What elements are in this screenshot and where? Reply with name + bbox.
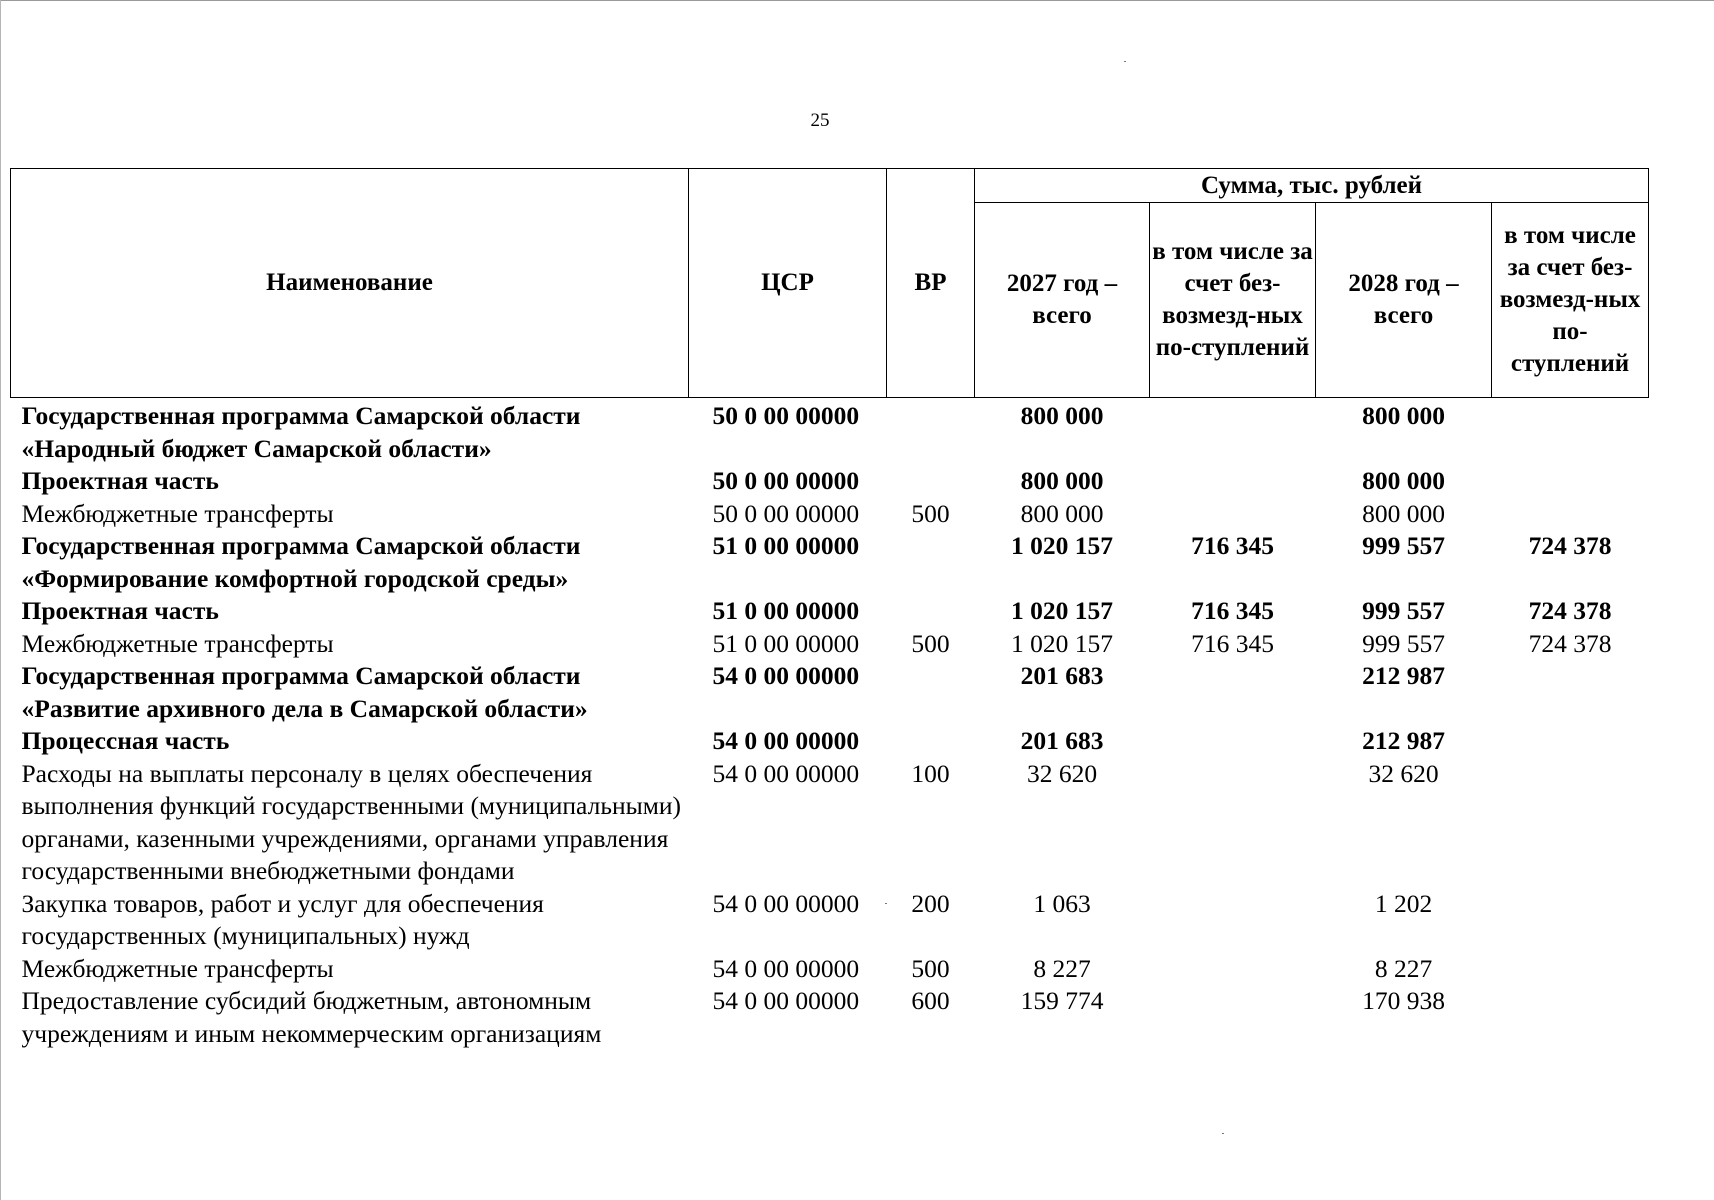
- row-2028-total: 800 000: [1362, 498, 1445, 528]
- table-row: [11, 660, 1649, 725]
- row-2028-free: [1492, 465, 1649, 498]
- row-csr: 51 0 00 00000: [712, 628, 860, 658]
- row-csr: 54 0 00 00000: [712, 758, 860, 788]
- row-vr: [887, 398, 975, 466]
- document-sheet: [0, 168, 1714, 1200]
- row-2027-total: 800 000: [1020, 466, 1104, 495]
- row-2028-free: [1492, 498, 1649, 531]
- header-2027-total: 2027 год – всего: [975, 203, 1150, 398]
- row-2027-free: [1150, 953, 1316, 986]
- row-2027-total: 32 620: [1026, 758, 1098, 788]
- row-csr: 50 0 00 00000: [712, 401, 860, 430]
- row-2028-free: 724 378: [1528, 531, 1612, 560]
- row-name: Межбюджетные трансферты: [21, 498, 334, 528]
- row-csr: 54 0 00 00000: [712, 953, 860, 983]
- scan-speck: [1222, 1133, 1224, 1134]
- row-2028-total: 212 987: [1362, 661, 1445, 690]
- row-csr: 50 0 00 00000: [712, 466, 860, 495]
- table-row: [11, 888, 1649, 953]
- row-csr: 51 0 00 00000: [712, 531, 860, 560]
- row-2028-free: 724 378: [1528, 596, 1612, 625]
- row-name: Проектная часть: [21, 466, 219, 495]
- row-2027-free: [1150, 985, 1316, 1050]
- row-vr: 600: [911, 986, 950, 1015]
- row-2028-total: 800 000: [1362, 401, 1445, 430]
- row-2028-free: 724 378: [1528, 628, 1612, 658]
- row-csr: 54 0 00 00000: [712, 888, 860, 918]
- row-2027-total: 1 020 157: [1011, 628, 1113, 658]
- row-2027-total: 159 774: [1020, 986, 1104, 1015]
- row-2027-free: [1150, 758, 1316, 888]
- row-2028-free: [1492, 953, 1649, 986]
- page-number: 25: [810, 110, 830, 131]
- row-vr: 100: [911, 758, 950, 788]
- header-2027-free: в том числе за счет без-возмезд-ных по-ступлений: [1150, 203, 1316, 398]
- row-2027-free: [1150, 725, 1316, 758]
- header-vr: ВР: [887, 169, 975, 398]
- row-name: Государственная программа Самарской области «Формирование комфортной городской среды»: [21, 531, 581, 593]
- row-2027-free: 716 345: [1191, 628, 1274, 658]
- row-2028-free: [1492, 725, 1649, 758]
- row-vr: [887, 660, 975, 725]
- row-2027-free: 716 345: [1191, 596, 1274, 625]
- scan-speck: [885, 903, 887, 904]
- row-2028-total: 1 202: [1374, 888, 1433, 918]
- row-2027-free: 716 345: [1191, 531, 1274, 560]
- row-vr: [887, 725, 975, 758]
- row-csr: 54 0 00 00000: [712, 726, 860, 755]
- row-2028-total: 8 227: [1374, 953, 1433, 983]
- scan-speck: [1124, 61, 1126, 62]
- table-row: [11, 498, 1649, 531]
- row-name: Межбюджетные трансферты: [21, 953, 334, 983]
- row-name: Межбюджетные трансферты: [21, 628, 334, 658]
- row-name: Закупка товаров, работ и услуг для обеспечения государственных (муниципальных) нужд: [21, 888, 544, 950]
- row-name: Процессная часть: [21, 726, 230, 755]
- row-2028-total: 999 557: [1362, 596, 1445, 625]
- table-row: [11, 398, 1649, 466]
- row-csr: 50 0 00 00000: [712, 498, 860, 528]
- row-csr: 54 0 00 00000: [712, 986, 860, 1015]
- row-2027-total: 201 683: [1020, 726, 1104, 755]
- header-name: Наименование: [11, 169, 689, 398]
- row-2027-free: [1150, 888, 1316, 953]
- scan-top-edge: [0, 0, 1714, 1]
- row-2028-total: 212 987: [1362, 726, 1445, 755]
- header-csr: ЦСР: [689, 169, 887, 398]
- table-row: [11, 595, 1649, 628]
- row-2027-free: [1150, 465, 1316, 498]
- row-vr: 500: [911, 953, 950, 983]
- row-2027-free: [1150, 498, 1316, 531]
- row-2028-total: 32 620: [1368, 758, 1439, 788]
- header-sum: Сумма, тыс. рублей: [975, 169, 1649, 203]
- table-body: [11, 398, 1649, 1051]
- row-vr: 200: [911, 888, 950, 918]
- table-header: [11, 169, 1649, 398]
- row-2027-total: 1 020 157: [1011, 596, 1113, 625]
- row-2028-free: [1492, 758, 1649, 888]
- row-2027-free: [1150, 660, 1316, 725]
- row-2027-total: 1 020 157: [1011, 531, 1113, 560]
- budget-table: [10, 168, 1649, 1050]
- table-row: [11, 758, 1649, 888]
- row-name: Проектная часть: [21, 596, 219, 625]
- row-csr: 54 0 00 00000: [712, 661, 860, 690]
- row-vr: 500: [911, 498, 950, 528]
- row-vr: 500: [911, 628, 950, 658]
- row-2028-total: 999 557: [1362, 628, 1445, 658]
- row-vr: [887, 465, 975, 498]
- row-2028-free: [1492, 985, 1649, 1050]
- row-name: Предоставление субсидий бюджетным, автономным учреждениям и иным некоммерческим организациям: [21, 986, 602, 1048]
- row-name: Расходы на выплаты персоналу в целях обеспечения выполнения функций государственными (муниципальными) органами, казенными учреждениями, органами управления государственными внебюджетными фондами: [21, 758, 682, 885]
- row-name: Государственная программа Самарской области «Народный бюджет Самарской области»: [21, 401, 581, 463]
- row-2027-total: 1 063: [1033, 888, 1091, 918]
- row-2028-free: [1492, 660, 1649, 725]
- row-2028-free: [1492, 398, 1649, 466]
- row-2027-free: [1150, 398, 1316, 466]
- row-vr: [887, 530, 975, 595]
- row-vr: [887, 595, 975, 628]
- header-2028-free: в том числе за счет без-возмезд-ных по-ступлений: [1492, 203, 1649, 398]
- table-row: [11, 465, 1649, 498]
- row-csr: 51 0 00 00000: [712, 596, 860, 625]
- table-row: [11, 953, 1649, 986]
- row-2027-total: 800 000: [1020, 498, 1104, 528]
- row-2027-total: 201 683: [1020, 661, 1104, 690]
- table-row: [11, 725, 1649, 758]
- header-2028-total: 2028 год – всего: [1316, 203, 1492, 398]
- table-row: [11, 985, 1649, 1050]
- row-2028-total: 800 000: [1362, 466, 1445, 495]
- row-2028-total: 999 557: [1362, 531, 1445, 560]
- table-row: [11, 628, 1649, 661]
- row-2027-total: 8 227: [1033, 953, 1091, 983]
- row-2028-free: [1492, 888, 1649, 953]
- table-row: [11, 530, 1649, 595]
- row-2027-total: 800 000: [1020, 401, 1104, 430]
- row-name: Государственная программа Самарской области «Развитие архивного дела в Самарской области»: [21, 661, 588, 723]
- row-2028-total: 170 938: [1362, 986, 1445, 1015]
